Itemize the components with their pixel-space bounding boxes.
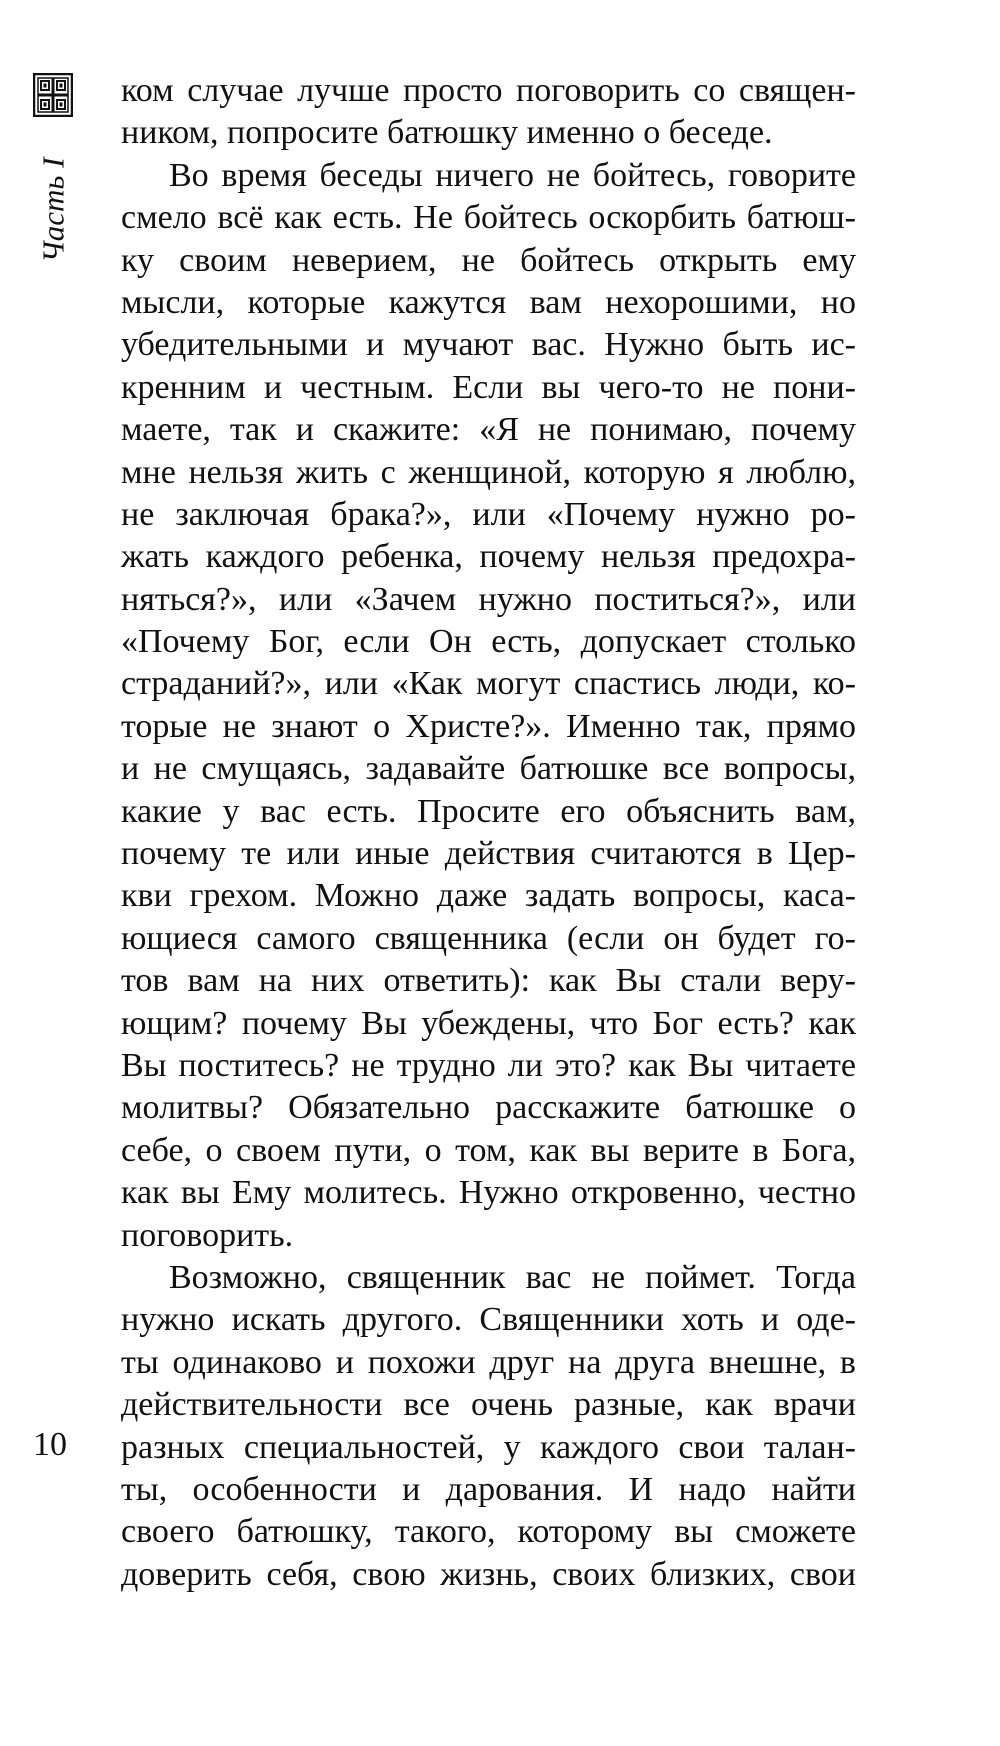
paragraph: [121, 1257, 856, 1596]
text-line: себе, о своем пути, о том, как вы верите в Бога,: [121, 1131, 856, 1169]
text-line: мысли, которые кажутся вам нехорошими, но: [121, 283, 856, 321]
text-line: убедительными и мучают вас. Нужно быть ис-: [121, 326, 856, 364]
running-head-text: Часть I: [35, 157, 71, 263]
paragraph: [121, 70, 856, 155]
text-line: ющиеся самого священника (если он будет го-: [121, 919, 856, 957]
text-line: маете, так и скажите: «Я не понимаю, почему: [121, 411, 856, 449]
text-line: Во время беседы ничего не бойтесь, говорите: [169, 156, 856, 194]
text-line: смело всё как есть. Не бойтесь оскорбить батюш-: [121, 199, 856, 237]
text-line: ты, особенности и дарования. И надо найти: [121, 1470, 856, 1508]
text-line: ющим? почему Вы убеждены, что Бог есть? как: [121, 1004, 856, 1042]
text-line: действительности все очень разные, как врачи: [121, 1386, 856, 1424]
text-line: Вы поститесь? не трудно ли это? как Вы читаете: [121, 1046, 856, 1084]
text-line: «Почему Бог, если Он есть, допускает столько: [121, 623, 856, 661]
text-line: кренним и честным. Если вы чего-то не пони-: [121, 368, 856, 406]
text-line: разных специальностей, у каждого свои талан-: [121, 1428, 856, 1466]
paragraph: [121, 155, 856, 1257]
text-line: какие у вас есть. Просите его объяснить вам,: [121, 792, 856, 830]
text-line: торые не знают о Христе?». Именно так, прямо: [121, 707, 856, 745]
text-line: ты одинаково и похожи друг на друга внешне, в: [121, 1343, 856, 1381]
text-line: молитвы? Обязательно расскажите батюшке о: [121, 1089, 856, 1127]
text-line: поговорить.: [121, 1216, 294, 1254]
text-line: доверить себя, свою жизнь, своих близких, свои: [121, 1555, 856, 1593]
text-line: жать каждого ребенка, почему нельзя предохра-: [121, 538, 856, 576]
text-line: тов вам на них ответить): как Вы стали веру-: [121, 962, 856, 1000]
text-line: как вы Ему молитесь. Нужно откровенно, честно: [121, 1174, 856, 1212]
text-line: почему те или иные действия считаются в Цер-: [121, 835, 856, 873]
body-text: [121, 70, 856, 1596]
text-line: няться?», или «Зачем нужно поститься?», или: [121, 580, 856, 618]
ornament-icon: [33, 73, 73, 117]
text-line: Возможно, священник вас не поймет. Тогда: [169, 1258, 856, 1296]
text-line: ком случае лучше просто поговорить со священ-: [121, 72, 856, 109]
text-line: ником, попросите батюшку именно о беседе.: [121, 114, 773, 152]
page-number: 10: [33, 1426, 67, 1463]
text-line: ку своим неверием, не бойтесь открыть ему: [121, 241, 856, 279]
text-line: страданий?», или «Как могут спастись люди, ко-: [121, 665, 856, 703]
running-head: [36, 145, 70, 275]
text-line: нужно искать другого. Священники хоть и оде-: [121, 1301, 856, 1339]
text-line: не заключая брака?», или «Почему нужно ро-: [121, 495, 856, 533]
text-line: мне нельзя жить с женщиной, которую я люблю,: [121, 453, 856, 491]
text-line: кви грехом. Можно даже задать вопросы, каса-: [121, 877, 856, 915]
text-line: и не смущаясь, задавайте батюшке все вопросы,: [121, 750, 856, 788]
text-line: своего батюшку, такого, которому вы сможете: [121, 1513, 856, 1551]
